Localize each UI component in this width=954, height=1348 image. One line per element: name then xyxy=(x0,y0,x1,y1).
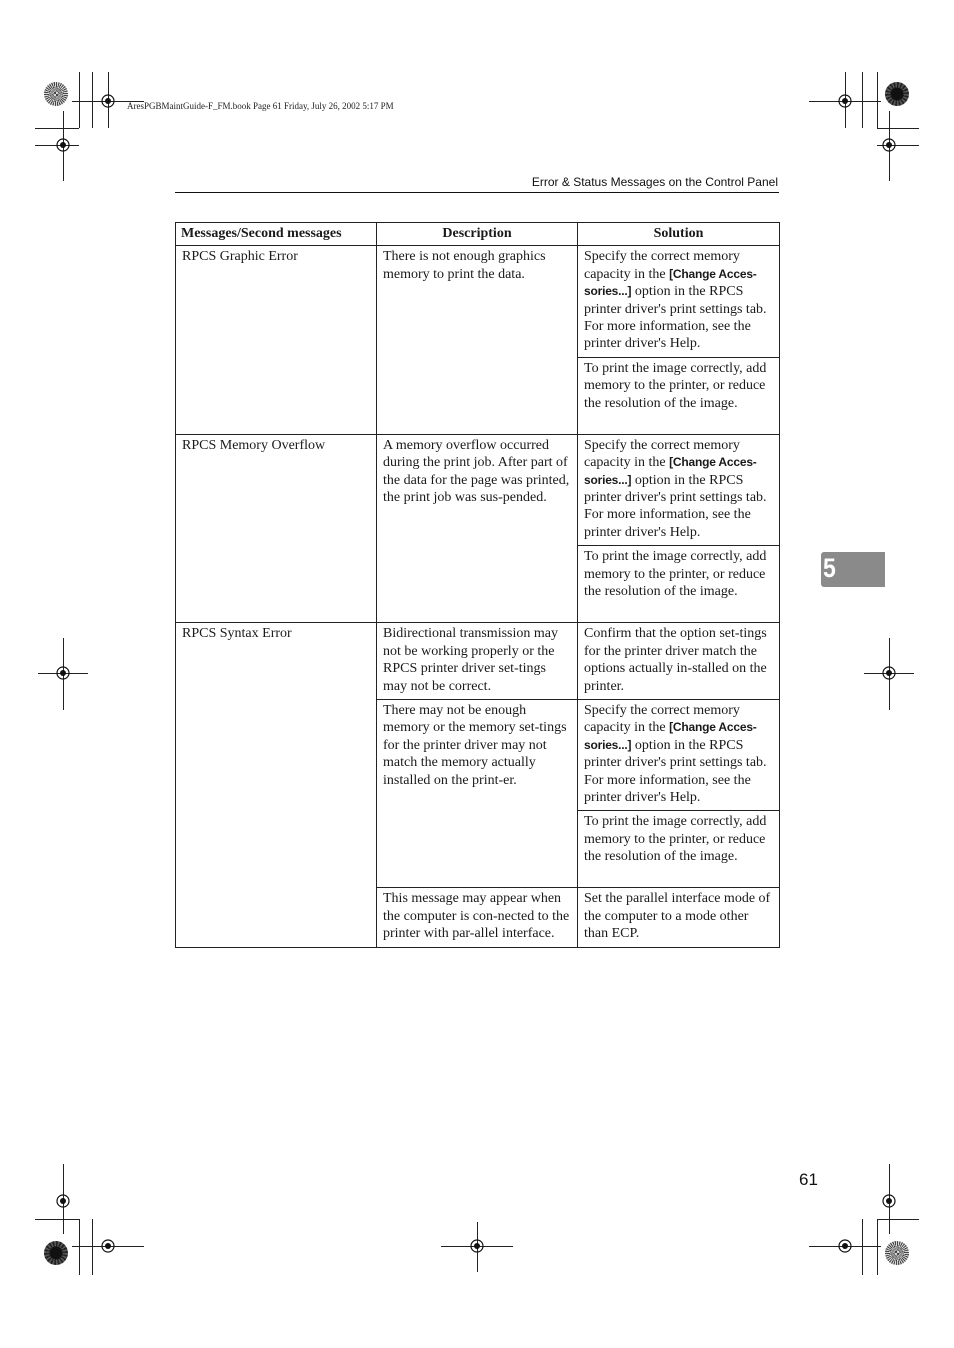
description-cell: There is not enough graphics memory to print the data. xyxy=(377,246,578,434)
solution-cell: Set the parallel interface mode of the computer to a mode other than ECP. xyxy=(578,888,780,947)
column-header-description: Description xyxy=(377,223,578,246)
solution-cell: To print the image correctly, add memory to the printer, or reduce the resolution of the image. xyxy=(578,546,780,623)
chapter-number: 5 xyxy=(823,553,836,583)
change-accessories-key: [Change Acces-sories...] xyxy=(584,266,757,299)
column-header-solution: Solution xyxy=(578,223,780,246)
column-header-messages: Messages/Second messages xyxy=(176,223,377,246)
message-cell: RPCS Syntax Error xyxy=(176,623,377,947)
crosshair-target-icon xyxy=(880,664,898,682)
crosshair-target-icon xyxy=(836,1237,854,1255)
table-row xyxy=(176,434,780,545)
description-cell: This message may appear when the computer is con-nected to the printer with par-allel interface. xyxy=(377,888,578,947)
description-cell: Bidirectional transmission may not be working properly or the RPCS printer driver set-tings may not be correct. xyxy=(377,623,578,700)
solution-cell xyxy=(578,246,780,357)
change-accessories-key: [Change Acces-sories...] xyxy=(584,455,757,487)
crosshair-target-icon xyxy=(54,1192,72,1210)
solution-text: option in the RPCS printer driver's print settings tab. For more information, see the printer driver's Help. xyxy=(584,737,767,805)
running-head: Error & Status Messages on the Control Panel xyxy=(531,175,778,189)
crosshair-target-icon xyxy=(880,136,898,154)
crosshair-target-icon xyxy=(99,92,117,110)
table-row xyxy=(176,623,780,700)
solution-text: option in the RPCS printer driver's print settings tab. For more information, see the printer driver's Help. xyxy=(584,472,767,540)
crosshair-target-icon xyxy=(99,1237,117,1255)
file-info: AresPGBMaintGuide-F_FM.book Page 61 Friday, July 26, 2002 5:17 PM xyxy=(127,101,394,111)
registration-disk-icon xyxy=(885,1241,909,1265)
solution-text: Specify the correct memory capacity in the xyxy=(584,437,740,471)
crosshair-target-icon xyxy=(468,1237,486,1255)
registration-disk-icon xyxy=(885,82,909,106)
message-cell: RPCS Memory Overflow xyxy=(176,434,377,622)
crosshair-target-icon xyxy=(54,664,72,682)
table-header-row xyxy=(176,223,780,246)
page-number: 61 xyxy=(799,1170,818,1189)
change-accessories-key: [Change Acces-sories...] xyxy=(584,720,757,752)
table-row xyxy=(176,246,780,357)
header-rule xyxy=(175,192,779,193)
registration-disk-icon xyxy=(44,82,68,106)
crosshair-target-icon xyxy=(880,1192,898,1210)
solution-text: option in the RPCS printer driver's print settings tab. For more information, see the printer driver's Help. xyxy=(584,284,767,352)
crosshair-target-icon xyxy=(836,92,854,110)
description-cell: A memory overflow occurred during the print job. After part of the data for the page was printed, the print job was sus-pended. xyxy=(377,434,578,622)
solution-cell xyxy=(578,699,780,810)
registration-disk-icon xyxy=(44,1241,68,1265)
solution-cell: Confirm that the option set-tings for the printer driver match the options actually in-stalled on the printer. xyxy=(578,623,780,700)
description-cell: There may not be enough memory or the memory set-tings for the printer driver may not match the memory actually installed on the print-er. xyxy=(377,699,578,887)
crosshair-target-icon xyxy=(54,136,72,154)
message-cell: RPCS Graphic Error xyxy=(176,246,377,434)
solution-cell xyxy=(578,434,780,545)
solution-text: Specify the correct memory capacity in the xyxy=(584,249,740,282)
solution-cell: To print the image correctly, add memory to the printer, or reduce the resolution of the image. xyxy=(578,357,780,434)
solution-text: Specify the correct memory capacity in the xyxy=(584,702,740,736)
solution-cell: To print the image correctly, add memory to the printer, or reduce the resolution of the image. xyxy=(578,811,780,888)
error-messages-table xyxy=(175,222,780,948)
chapter-tab xyxy=(821,552,885,587)
